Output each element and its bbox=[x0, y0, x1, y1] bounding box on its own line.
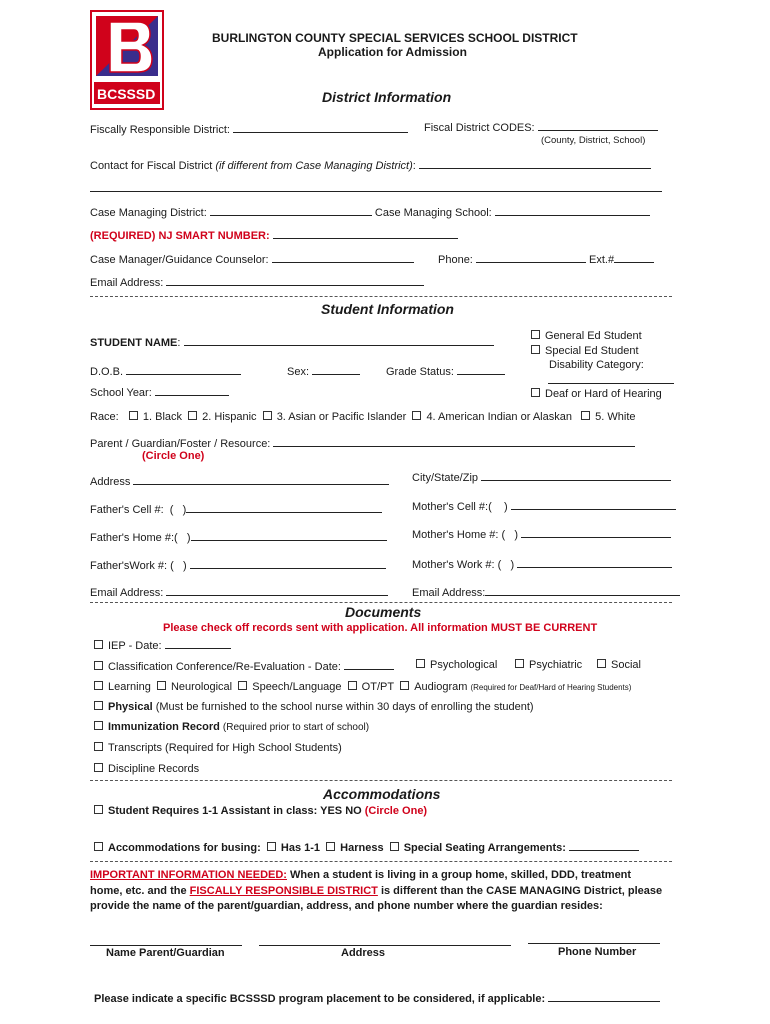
important-lead: IMPORTANT INFORMATION NEEDED: bbox=[90, 869, 287, 881]
race-asian-checkbox[interactable] bbox=[263, 411, 272, 420]
circle-one-assistant: (Circle One) bbox=[364, 805, 428, 817]
ext-label: Ext.# bbox=[589, 254, 615, 266]
psychological-checkbox[interactable] bbox=[416, 659, 425, 668]
guardian-phone-label: Phone Number bbox=[558, 946, 637, 958]
learning-checkbox[interactable] bbox=[94, 681, 103, 690]
transcripts-label: Transcripts (Required for High School Students) bbox=[108, 742, 342, 754]
audiogram-note: (Required for Deaf/Hard of Hearing Students) bbox=[470, 683, 632, 692]
dob-field[interactable] bbox=[126, 364, 241, 375]
mother-home-label: Mother's Home #: ( bbox=[412, 529, 506, 541]
race-white-label: 5. White bbox=[595, 411, 636, 423]
race-label: Race: bbox=[90, 411, 119, 423]
grade-field[interactable] bbox=[457, 364, 505, 375]
mother-cell-label: Mother's Cell #:( bbox=[412, 501, 492, 513]
father-email-label: Email Address: bbox=[90, 587, 164, 599]
harness-label: Harness bbox=[340, 842, 384, 854]
learning-label: Learning bbox=[108, 681, 151, 693]
district-section-title: District Information bbox=[322, 89, 452, 105]
speech-checkbox[interactable] bbox=[238, 681, 247, 690]
mother-work-field[interactable] bbox=[517, 557, 672, 568]
general-ed-label: General Ed Student bbox=[545, 330, 642, 342]
address-label: Address bbox=[90, 476, 131, 488]
immunization-label: Immunization Record bbox=[108, 721, 220, 733]
placement-label: Please indicate a specific BCSSSD program placement to be considered, if applicable: bbox=[94, 993, 546, 1005]
discipline-checkbox[interactable] bbox=[94, 763, 103, 772]
important-text-2a: home, etc. and the bbox=[90, 885, 190, 897]
important-fiscal: FISCALLY RESPONSIBLE DISTRICT bbox=[189, 885, 378, 897]
phone-field[interactable] bbox=[476, 252, 586, 263]
iep-date-field[interactable] bbox=[165, 638, 231, 649]
audiogram-label: Audiogram bbox=[414, 681, 468, 693]
seating-label: Special Seating Arrangements: bbox=[403, 842, 566, 854]
contact-hint: (if different from Case Managing District) bbox=[215, 160, 413, 172]
address-field[interactable] bbox=[133, 474, 389, 485]
nj-smart-field[interactable] bbox=[273, 228, 458, 239]
school-year-label: School Year: bbox=[90, 387, 152, 399]
father-cell-field[interactable] bbox=[186, 502, 382, 513]
sex-field[interactable] bbox=[312, 364, 360, 375]
mother-email-label: Email Address: bbox=[412, 587, 486, 599]
case-district-field[interactable] bbox=[210, 205, 372, 216]
grade-label: Grade Status: bbox=[386, 366, 454, 378]
seating-checkbox[interactable] bbox=[390, 842, 399, 851]
father-home-label: Father's Home #:( bbox=[90, 532, 178, 544]
has11-checkbox[interactable] bbox=[267, 842, 276, 851]
parent-type-field[interactable] bbox=[273, 436, 635, 447]
phone-label: Phone: bbox=[438, 254, 473, 266]
physical-note: (Must be furnished to the school nurse within 30 days of enrolling the student) bbox=[155, 701, 534, 713]
assistant-label: Student Requires 1-1 Assistant in class: YES NO bbox=[108, 805, 362, 817]
mother-work-label: Mother's Work #: ( bbox=[412, 559, 502, 571]
contact-label: Contact for Fiscal District bbox=[90, 160, 213, 172]
student-name-field[interactable] bbox=[184, 335, 494, 346]
mother-email-field[interactable] bbox=[485, 585, 680, 596]
race-black-checkbox[interactable] bbox=[129, 411, 138, 420]
race-white-checkbox[interactable] bbox=[581, 411, 590, 420]
circle-one-parent: (Circle One) bbox=[142, 450, 205, 462]
city-field[interactable] bbox=[481, 470, 671, 481]
social-label: Social bbox=[611, 659, 641, 671]
fiscal-district-label: Fiscally Responsible District: bbox=[90, 124, 230, 136]
classification-date-field[interactable] bbox=[344, 659, 394, 670]
assistant-checkbox[interactable] bbox=[94, 805, 103, 814]
accommodations-section-title: Accommodations bbox=[323, 786, 441, 802]
divider bbox=[90, 602, 672, 603]
physical-checkbox[interactable] bbox=[94, 701, 103, 710]
disability-field[interactable] bbox=[548, 373, 674, 384]
psychiatric-label: Psychiatric bbox=[529, 659, 583, 671]
has11-label: Has 1-1 bbox=[280, 842, 321, 854]
logo-text: BCSSSD bbox=[97, 86, 156, 102]
student-name-label: STUDENT NAME bbox=[90, 337, 178, 349]
discipline-label: Discipline Records bbox=[108, 763, 200, 775]
guardian-phone-field[interactable] bbox=[528, 933, 660, 944]
disability-label: Disability Category: bbox=[549, 359, 644, 371]
deaf-label: Deaf or Hard of Hearing bbox=[545, 388, 662, 400]
form-title: Application for Admission bbox=[318, 45, 467, 59]
fiscal-codes-label: Fiscal District CODES: bbox=[424, 122, 535, 134]
classification-label: Classification Conference/Re-Evaluation - Date: bbox=[108, 661, 341, 673]
guardian-address-label: Address bbox=[341, 947, 386, 959]
codes-hint: (County, District, School) bbox=[541, 135, 646, 146]
sex-label: Sex: bbox=[287, 366, 310, 378]
father-email-field[interactable] bbox=[166, 585, 388, 596]
guardian-name-label: Name Parent/Guardian bbox=[106, 947, 225, 959]
divider bbox=[90, 861, 672, 862]
city-label: City/State/Zip bbox=[412, 472, 479, 484]
immunization-note: (Required prior to start of school) bbox=[222, 722, 370, 733]
iep-checkbox[interactable] bbox=[94, 640, 103, 649]
guardian-name-field[interactable] bbox=[90, 935, 242, 946]
divider bbox=[90, 296, 672, 297]
contact-field-line2[interactable] bbox=[90, 181, 662, 192]
transcripts-checkbox[interactable] bbox=[94, 742, 103, 751]
deaf-checkbox[interactable] bbox=[531, 388, 540, 397]
nj-smart-label: (REQUIRED) NJ SMART NUMBER: bbox=[90, 230, 270, 242]
otpt-label: OT/PT bbox=[361, 681, 395, 693]
fiscal-district-field[interactable] bbox=[233, 122, 408, 133]
neurological-label: Neurological bbox=[170, 681, 233, 693]
placement-field[interactable] bbox=[548, 991, 660, 1002]
important-text-3: provide the name of the parent/guardian, address, and phone number where the guardian resides: bbox=[90, 900, 603, 912]
psychological-label: Psychological bbox=[430, 659, 498, 671]
district-email-field[interactable] bbox=[166, 275, 424, 286]
mother-cell-field[interactable] bbox=[511, 499, 676, 510]
counselor-label: Case Manager/Guidance Counselor: bbox=[90, 254, 269, 266]
dob-label: D.O.B. bbox=[90, 366, 124, 378]
case-school-field[interactable] bbox=[495, 205, 650, 216]
audiogram-checkbox[interactable] bbox=[400, 681, 409, 690]
student-section-title: Student Information bbox=[321, 301, 454, 317]
father-home-field[interactable] bbox=[191, 530, 387, 541]
race-black-label: 1. Black bbox=[142, 411, 183, 423]
ext-field[interactable] bbox=[614, 252, 654, 263]
bcsssd-logo bbox=[90, 10, 164, 110]
special-ed-label: Special Ed Student bbox=[545, 345, 639, 357]
race-hispanic-checkbox[interactable] bbox=[188, 411, 197, 420]
otpt-checkbox[interactable] bbox=[348, 681, 357, 690]
speech-label: Speech/Language bbox=[252, 681, 342, 693]
busing-label: Accommodations for busing: bbox=[108, 842, 261, 854]
documents-section-title: Documents bbox=[345, 604, 422, 620]
race-hispanic-label: 2. Hispanic bbox=[202, 411, 257, 423]
race-asian-label: 3. Asian or Pacific Islander bbox=[276, 411, 407, 423]
father-cell-label: Father's Cell #: bbox=[90, 504, 164, 516]
fiscal-codes-field[interactable] bbox=[538, 120, 658, 131]
district-email-label: Email Address: bbox=[90, 277, 164, 289]
important-text-2b: is different than the CASE MANAGING District, please bbox=[377, 885, 663, 897]
special-ed-checkbox[interactable] bbox=[531, 345, 540, 354]
father-work-label: Father'sWork #: ( bbox=[90, 560, 174, 572]
documents-notice: Please check off records sent with application. All information MUST BE CURRENT bbox=[163, 622, 598, 634]
mother-home-field[interactable] bbox=[521, 527, 671, 538]
immunization-checkbox[interactable] bbox=[94, 721, 103, 730]
harness-checkbox[interactable] bbox=[326, 842, 335, 851]
important-text-1: When a student is living in a group home, skilled, DDD, treatment bbox=[286, 869, 632, 881]
psychiatric-checkbox[interactable] bbox=[515, 659, 524, 668]
case-school-label: Case Managing School: bbox=[374, 207, 492, 219]
school-year-field[interactable] bbox=[155, 385, 229, 396]
divider bbox=[90, 780, 672, 781]
case-district-label: Case Managing District: bbox=[90, 207, 207, 219]
social-checkbox[interactable] bbox=[597, 659, 606, 668]
physical-label: Physical bbox=[108, 701, 153, 713]
contact-field[interactable] bbox=[419, 158, 651, 169]
general-ed-checkbox[interactable] bbox=[531, 330, 540, 339]
district-name: BURLINGTON COUNTY SPECIAL SERVICES SCHOOL DISTRICT bbox=[212, 31, 578, 45]
classification-checkbox[interactable] bbox=[94, 661, 103, 670]
counselor-field[interactable] bbox=[272, 252, 414, 263]
seating-field[interactable] bbox=[569, 840, 639, 851]
father-work-field[interactable] bbox=[190, 558, 386, 569]
parent-type-label: Parent / Guardian/Foster / Resource: bbox=[90, 438, 271, 450]
race-american-indian-label: 4. American Indian or Alaskan bbox=[426, 411, 572, 423]
guardian-address-field[interactable] bbox=[259, 935, 511, 946]
busing-checkbox[interactable] bbox=[94, 842, 103, 851]
race-american-indian-checkbox[interactable] bbox=[412, 411, 421, 420]
iep-label: IEP - Date: bbox=[108, 640, 162, 652]
neurological-checkbox[interactable] bbox=[157, 681, 166, 690]
